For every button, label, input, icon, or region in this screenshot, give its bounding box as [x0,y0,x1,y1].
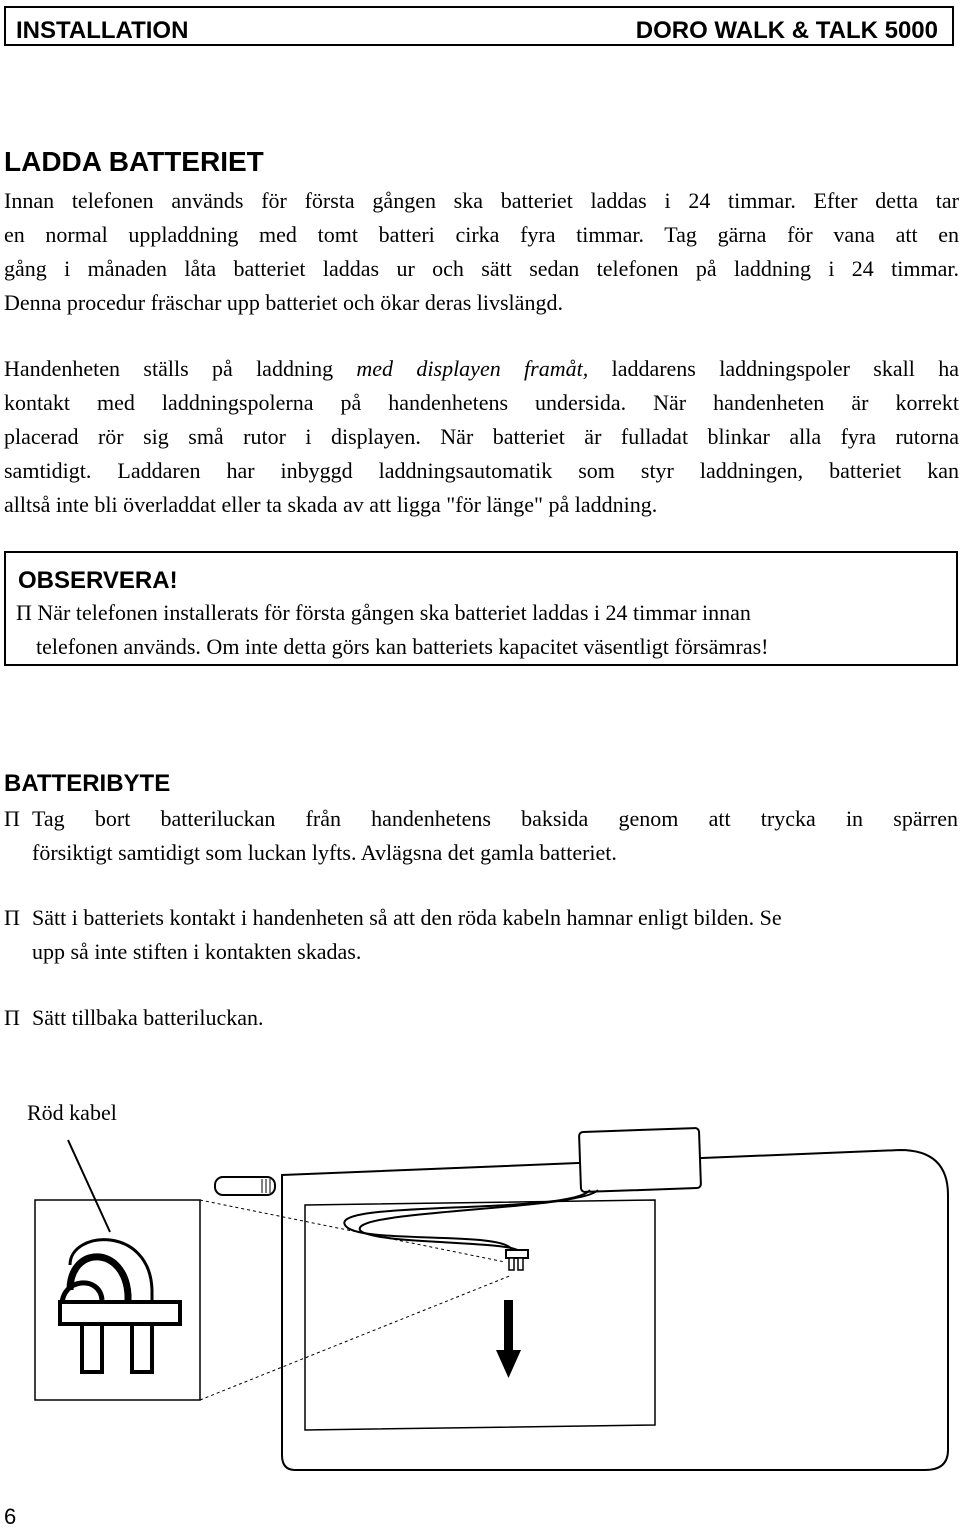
bullet-symbol: Π [4,1005,20,1030]
notice-line-text: När telefonen installerats för första gången ska batteriet laddas i 24 timmar innan [37,600,751,625]
battery [579,1128,701,1192]
list-item [4,1001,958,1035]
paragraph-charging-position [4,352,959,522]
text-line: Sätt i batteriets kontakt i handenheten så att den röda kabeln hamnar enligt bilden. Se [32,905,782,930]
black-cable-zoom [70,1240,152,1305]
text-fragment: laddarens laddningspoler skall ha [588,356,959,381]
text-line: en normal uppladdning med tomt batteri cirka fyra timmar. Tag gärna för vana att en [4,222,959,247]
text-line: gång i månaden låta batteriet laddas ur och sätt sedan telefonen på laddning i 24 timmar. [4,256,959,281]
arrow-down-icon [496,1350,521,1378]
text-line: alltså inte bli överladdat eller ta skada av att ligga "för länge" på laddning. [4,492,658,517]
bullet-symbol: Π [4,806,20,831]
text-line: upp så inte stiften i kontakten skadas. [32,939,362,964]
connector-pin-small [518,1258,523,1270]
text-line: samtidigt. Laddaren har inbyggd laddningsautomatik som styr laddningen, batteriet kan [4,458,959,483]
connector-pin [132,1324,152,1372]
list-item-text [32,901,782,969]
text-line: försiktigt samtidigt som luckan lyfts. Avlägsna det gamla batteriet. [32,840,617,865]
text-line [4,352,959,386]
arrow-shaft [504,1300,513,1352]
section-title-battery-replacement: BATTERIBYTE [4,770,171,797]
section-title-charge-battery: LADDA BATTERIET [4,146,264,177]
paragraph-charging-intro [4,184,959,320]
notice-title: OBSERVERA! [18,567,178,594]
battery-connector [506,1250,528,1258]
text-line: Tag bort batteriluckan från handenhetens baksida genom att trycka in spärren [32,806,958,831]
page-header [4,6,954,46]
header-product-name: DORO WALK & TALK 5000 [635,17,938,44]
battery-compartment [305,1200,655,1430]
header-section-title: INSTALLATION [16,17,189,44]
notice-line: telefonen används. Om inte detta görs kan batteriets kapacitet väsentligt försämras! [36,634,769,659]
notice-text [16,596,768,664]
figure-label-red-cable: Röd kabel [27,1100,117,1125]
bullet-symbol: Π [16,600,32,625]
list-item-text: Sätt tillbaka batteriluckan. [32,1005,264,1030]
text-line: placerad rör sig små rutor i displayen. När batteriet är fulladat blinkar alla fyra rutorna [4,424,959,449]
list-item [4,802,958,872]
text-line: Denna procedur fräschar upp batteriet och ökar deras livslängd. [4,290,563,315]
page-number: 6 [4,1504,17,1529]
text-fragment: Handenheten ställs på laddning [4,356,357,381]
connector-pin [82,1324,102,1372]
list-item-text [32,802,958,870]
emphasis-text: med displayen framåt, [356,356,589,381]
text-line: Innan telefonen används för första gången ska batteriet laddas i 24 timmar. Efter detta tar [4,188,959,213]
notice-box [4,551,958,666]
projection-line [200,1275,512,1400]
label-leader-line [68,1140,110,1232]
text-line: kontakt med laddningspolerna på handenhetens undersida. När handenheten är korrekt [4,390,959,415]
list-item [4,901,958,971]
bullet-symbol: Π [4,905,20,930]
connector-zoom [60,1302,180,1324]
handset-outline [282,1150,948,1470]
battery-installation-illustration [0,1100,960,1500]
connector-pin-small [509,1258,514,1270]
notice-line [16,596,768,630]
